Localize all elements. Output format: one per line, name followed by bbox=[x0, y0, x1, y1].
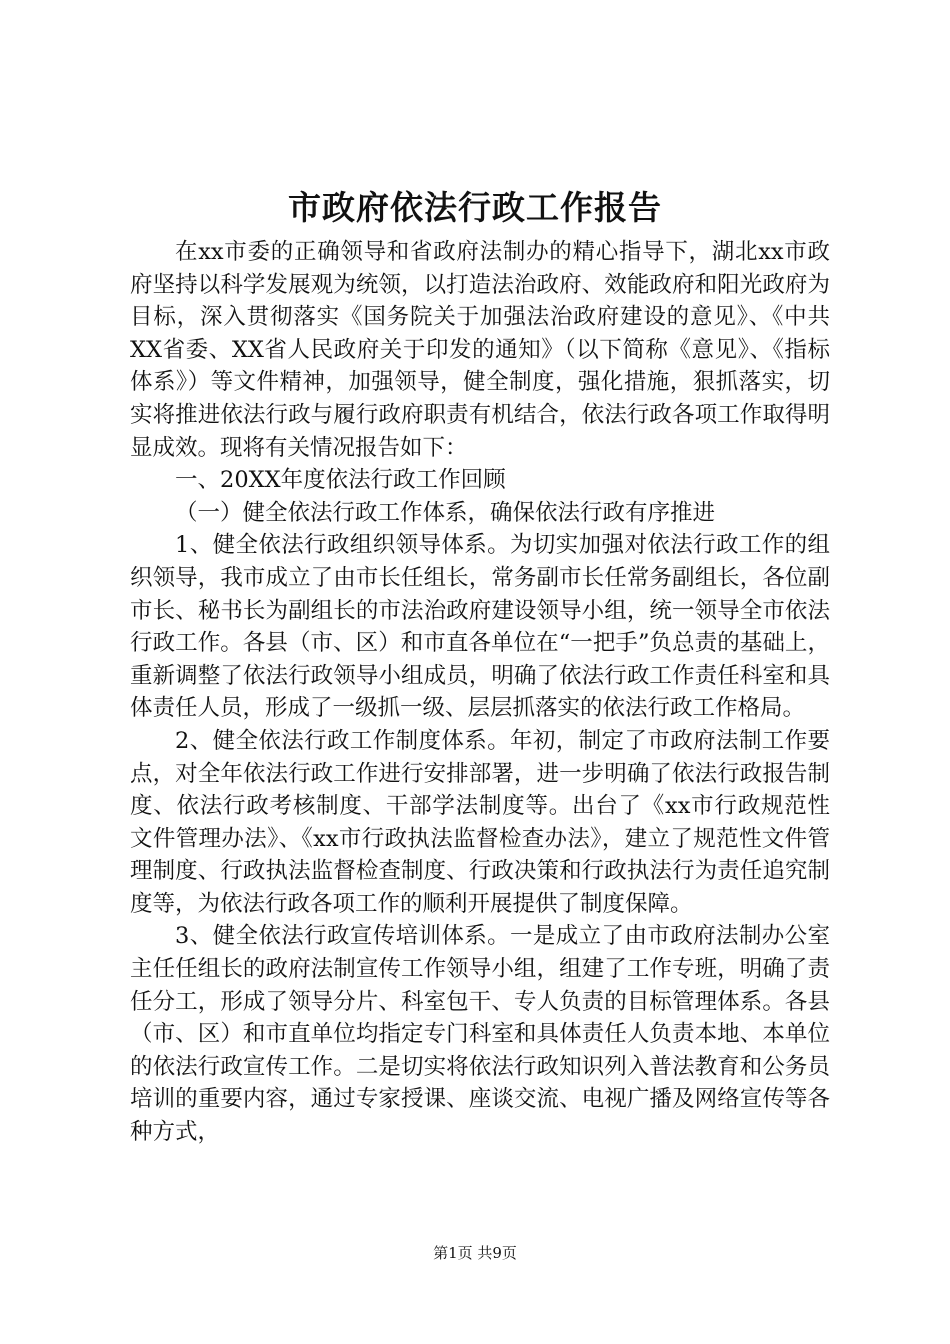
document-body bbox=[130, 236, 830, 1149]
document-title: 市政府依法行政工作报告 bbox=[288, 188, 662, 227]
section-heading: 一、20XX年度依法行政工作回顾 bbox=[175, 467, 506, 494]
intro-paragraph: 在xx市委的正确领导和省政府法制办的精心指导下，湖北xx市政府坚持以科学发展观为统领，以打造法治政府、效能政府和阳光政府为目标，深入贯彻落实《国务院关于加强法治政府建设的意见》、《中共XX省委、XX省人民政府关于印发的通知》（以下简称《意见》、《指标体系》）等文件精神，加强领导，健全制度，强化措施，狠抓落实，切实将推进依法行政与履行政府职责有机结合，依法行政各项工作取得明显成效。现将有关情况报告如下： bbox=[130, 239, 830, 461]
body-paragraph: 3、健全依法行政宣传培训体系。一是成立了由市政府法制办公室主任任组长的政府法制宣传工作领导小组，组建了工作专班，明确了责任分工，形成了领导分片、科室包干、专人负责的目标管理体系。各县（市、区）和市直单位均指定专门科室和具体责任人负责本地、本单位的依法行政宣传工作。二是切实将依法行政知识列入普法教育和公务员培训的重要内容，通过专家授课、座谈交流、电视广播及网络宣传等各种方式， bbox=[130, 923, 830, 1146]
subsection-heading: （一）健全依法行政工作体系，确保依法行政有序推进 bbox=[175, 499, 716, 526]
body-paragraph: 1、健全依法行政组织领导体系。为切实加强对依法行政工作的组织领导，我市成立了由市长任组长，常务副市长任常务副组长，各位副市长、秘书长为副组长的市法治政府建设领导小组，统一领导全市依法行政工作。各县（市、区）和市直各单位在“一把手”负总责的基础上，重新调整了依法行政领导小组成员，明确了依法行政工作责任科室和具体责任人员，形成了一级抓一级、层层抓落实的依法行政工作格局。 bbox=[130, 532, 830, 722]
body-paragraph: 2、健全依法行政工作制度体系。年初，制定了市政府法制工作要点，对全年依法行政工作进行安排部署，进一步明确了依法行政报告制度、依法行政考核制度、干部学法制度等。出台了《xx市行政规范性文件管理办法》、《xx市行政执法监督检查办法》，建立了规范性文件管理制度、行政执法监督检查制度、行政决策和行政执法行为责任追究制度等，为依法行政各项工作的顺利开展提供了制度保障。 bbox=[130, 727, 830, 917]
page-number-footer: 第1页 共9页 bbox=[433, 1244, 517, 1262]
